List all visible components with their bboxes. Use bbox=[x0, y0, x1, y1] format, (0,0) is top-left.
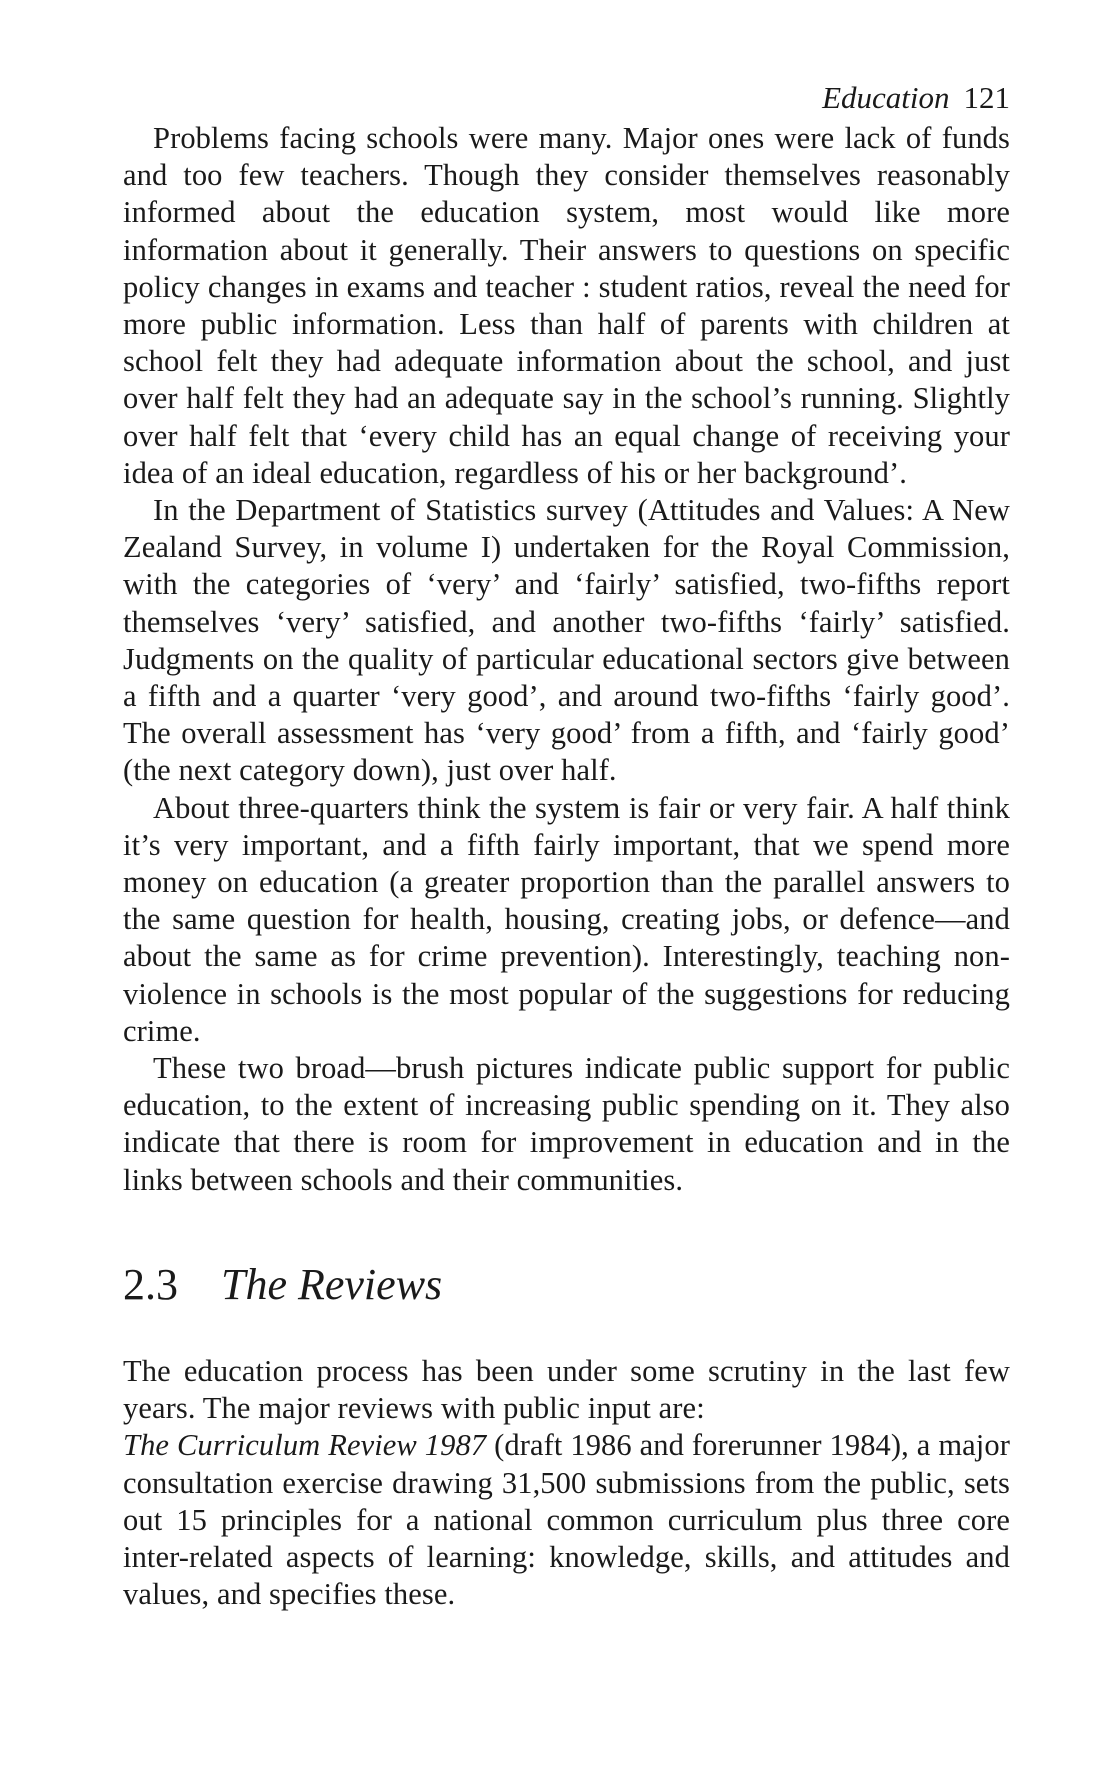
section-intro: The education process has been under some scrutiny in the last few years. The major reviews with public input are: bbox=[123, 1353, 1010, 1426]
running-head bbox=[123, 78, 1010, 118]
review-title: The Curriculum Review 1987 bbox=[123, 1428, 487, 1463]
section-number: 2.3 bbox=[123, 1259, 178, 1309]
page-number: 121 bbox=[963, 80, 1010, 115]
review-entry bbox=[123, 1427, 1010, 1613]
paragraph: About three-quarters think the system is fair or very fair. A half think it’s very important, and a fifth fairly important, that we spend more money on education (a greater proportion than the parallel answers to the same question for health, housing, creating jobs, or defence—and about the same as for crime prevention). Interestingly, teaching non-violence in schools is the most popular of the suggestions for reducing crime. bbox=[123, 790, 1010, 1048]
paragraph: These two broad—brush pictures indicate public support for public education, to the extent of increasing public spending on it. They also indicate that there is room for improvement in education and in the links between schools and their communities. bbox=[123, 1051, 1010, 1197]
section-body bbox=[123, 1353, 1010, 1613]
running-head-title: Education bbox=[822, 80, 950, 115]
book-page bbox=[123, 78, 1010, 1613]
section-title: The Reviews bbox=[221, 1259, 443, 1309]
section-heading bbox=[123, 1259, 1010, 1311]
body-text bbox=[123, 120, 1010, 1199]
review-text: (draft 1986 and forerunner 1984), a major consultation exercise drawing 31,500 submissions from the public, sets out 15 principles for a national common curriculum plus three core inter-related aspects of learning: knowledge, skills, and attitudes and values, and specifies these. bbox=[123, 1428, 1010, 1612]
paragraph: In the Department of Statistics survey (Attitudes and Values: A New Zealand Survey, in volume I) undertaken for the Royal Commission, with the categories of ‘very’ and ‘fairly’ satisfied, two-fifths report themselves ‘very’ satisfied, and another two-fifths ‘fairly’ satisfied. Judgments on the quality of particular educational sectors give between a fifth and a quarter ‘very good’, and around two-fifths ‘fairly good’. The overall assessment has ‘very good’ from a fifth, and ‘fairly good’ (the next category down), just over half. bbox=[123, 493, 1010, 788]
paragraph: Problems facing schools were many. Major ones were lack of funds and too few teachers. Though they consider themselves reasonably informed about the education system, most would like more information about it generally. Their answers to questions on specific policy changes in exams and teacher : student ratios, reveal the need for more public information. Less than half of parents with children at school felt they had adequate information about the school, and just over half felt they had an adequate say in the school’s running. Slightly over half felt that ‘every child has an equal change of receiving your idea of an ideal education, regardless of his or her background’. bbox=[123, 121, 1010, 490]
